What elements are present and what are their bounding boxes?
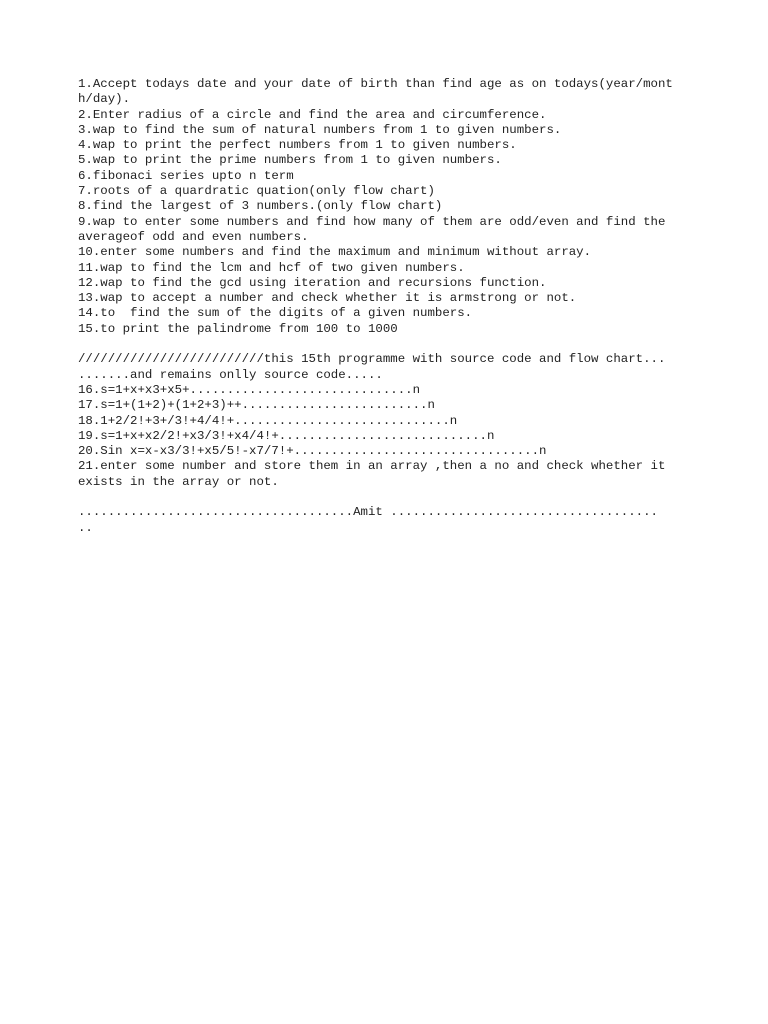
signature-section xyxy=(78,505,698,536)
note-line: .......and remains onlly source code..... xyxy=(78,367,383,382)
list-line: h/day). xyxy=(78,92,131,107)
program-list xyxy=(78,77,698,337)
note-line: 18.1+2/2!+3+/3!+4/4!+.............................n xyxy=(78,413,458,428)
note-section xyxy=(78,352,698,490)
note-line: 16.s=1+x+x3+x5+..............................n xyxy=(78,382,421,397)
blank-line xyxy=(78,490,698,505)
list-line: 13.wap to accept a number and check whether it is armstrong or not. xyxy=(78,291,577,306)
document-page xyxy=(78,77,698,536)
note-line: 21.enter some number and store them in an array ,then a no and check whether it xyxy=(78,459,666,474)
note-line: /////////////////////////this 15th programme with source code and flow chart... xyxy=(78,352,666,367)
list-line: 2.Enter radius of a circle and find the area and circumference. xyxy=(78,107,547,122)
signature-line: .....................................Amit .................................... xyxy=(78,505,658,520)
list-line: 10.enter some numbers and find the maximum and minimum without array. xyxy=(78,245,592,260)
list-line: 7.roots of a quardratic quation(only flow chart) xyxy=(78,184,435,199)
note-line: 19.s=1+x+x2/2!+x3/3!+x4/4!+............................n xyxy=(78,428,495,443)
list-line: 14.to find the sum of the digits of a given numbers. xyxy=(78,306,473,321)
note-line: 17.s=1+(1+2)+(1+2+3)++.........................n xyxy=(78,398,435,413)
list-line: 3.wap to find the sum of natural numbers from 1 to given numbers. xyxy=(78,122,562,137)
blank-line xyxy=(78,337,698,352)
list-line: 9.wap to enter some numbers and find how many of them are odd/even and find the xyxy=(78,214,666,229)
list-line: 4.wap to print the perfect numbers from 1 to given numbers. xyxy=(78,138,517,153)
signature-line: .. xyxy=(78,520,93,535)
note-line: 20.Sin x=x-x3/3!+x5/5!-x7/7!+.................................n xyxy=(78,444,547,459)
list-line: 1.Accept todays date and your date of birth than find age as on todays(year/mont xyxy=(78,77,673,91)
list-line: 8.find the largest of 3 numbers.(only flow chart) xyxy=(78,199,443,214)
list-line: 11.wap to find the lcm and hcf of two given numbers. xyxy=(78,260,465,275)
list-line: 5.wap to print the prime numbers from 1 to given numbers. xyxy=(78,153,502,168)
list-line: 15.to print the palindrome from 100 to 1000 xyxy=(78,321,398,336)
list-line: averageof odd and even numbers. xyxy=(78,229,309,244)
note-line: exists in the array or not. xyxy=(78,474,279,489)
list-line: 12.wap to find the gcd using iteration and recursions function. xyxy=(78,275,547,290)
list-line: 6.fibonaci series upto n term xyxy=(78,168,294,183)
